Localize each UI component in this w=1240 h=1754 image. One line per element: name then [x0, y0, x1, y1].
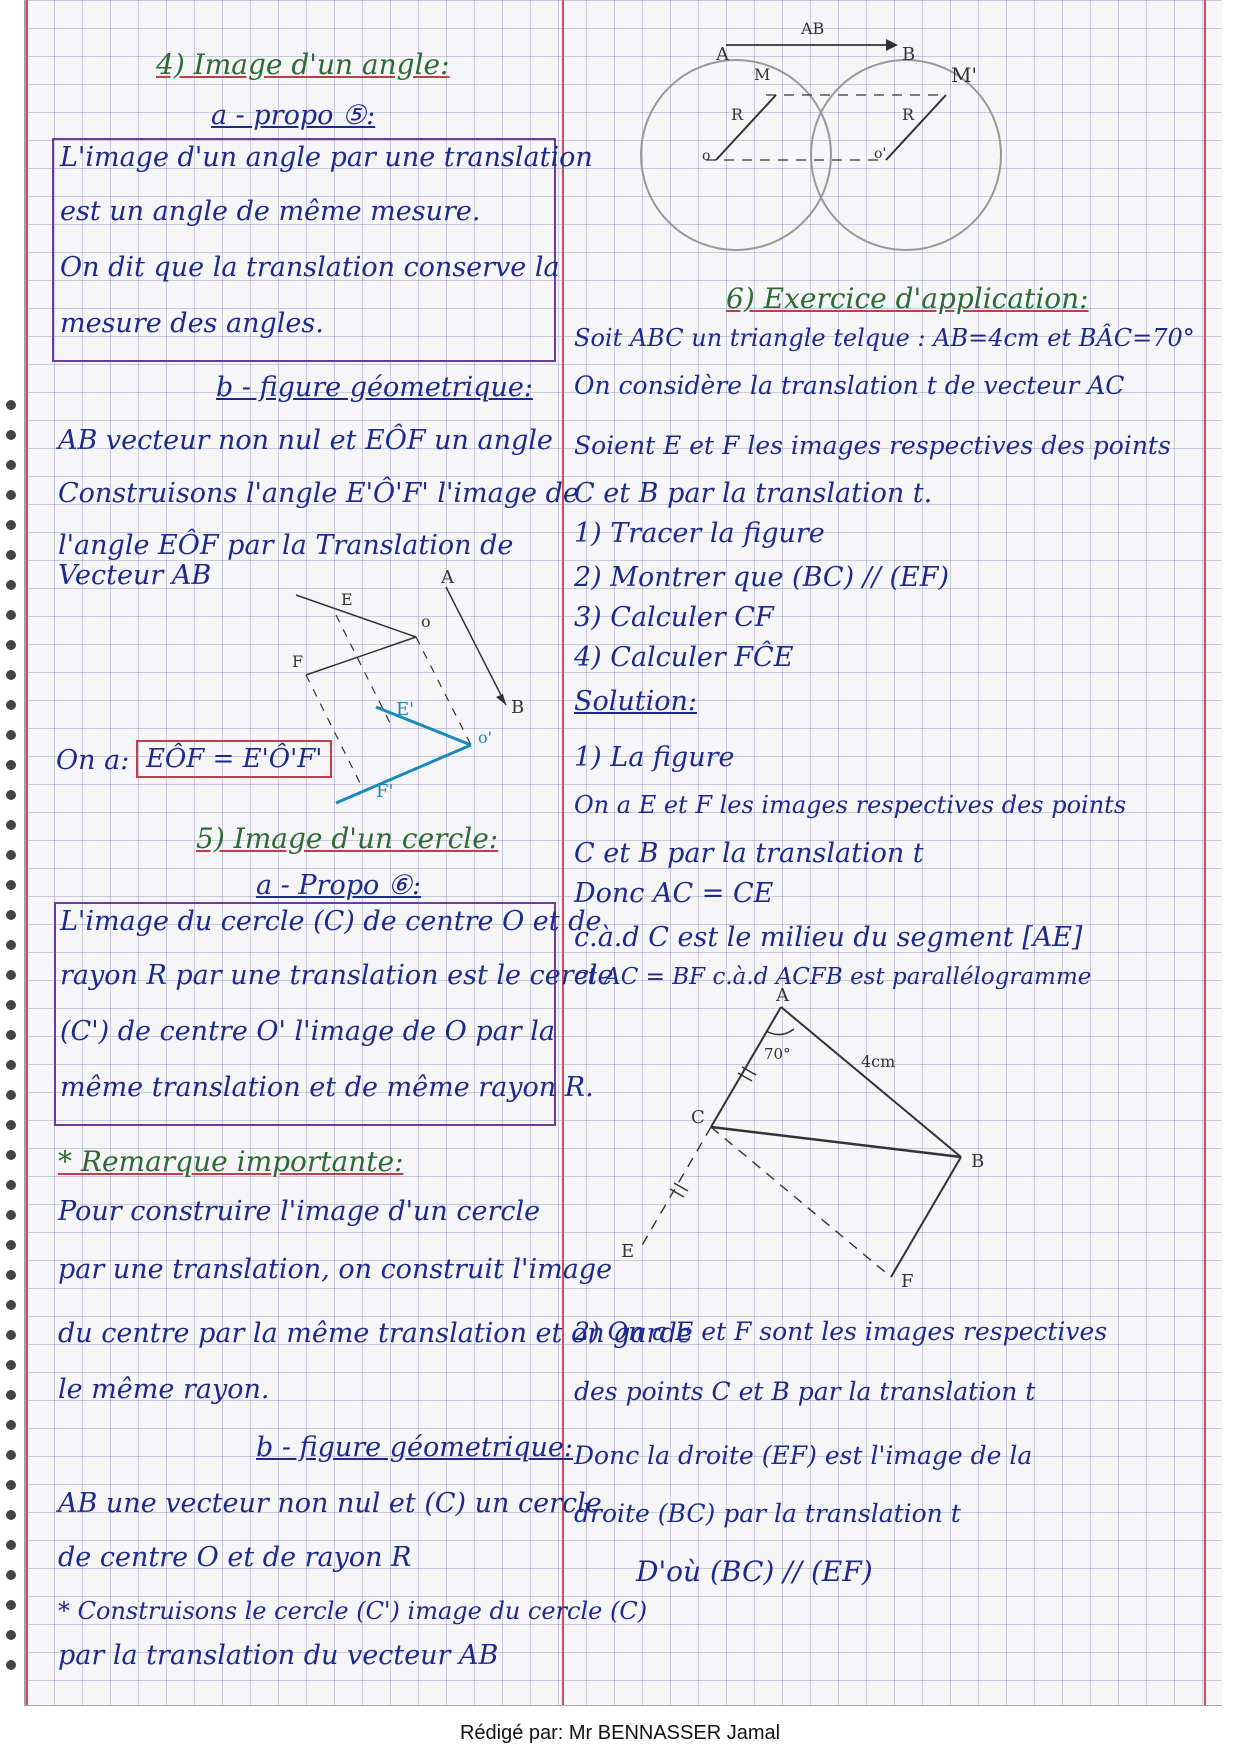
circle-label-M-prime: M' [951, 63, 977, 87]
section-5b-title: b - figure géometrique: [256, 1432, 573, 1463]
circle-label-A: A [716, 44, 729, 65]
circle-text-line-3: * Construisons le cercle (C') image du cercle (C) [58, 1597, 648, 1625]
solution-2-line-4: droite (BC) par la translation t [574, 1499, 961, 1528]
solution-1-line-1: 1) La figure [574, 742, 735, 773]
circle-text-line-1: AB une vecteur non nul et (C) un cercle [58, 1488, 602, 1519]
circle-label-B: B [902, 44, 916, 65]
triangle-label-C: C [691, 1107, 705, 1128]
remark-line-3: du centre par la même translation et on garde [58, 1318, 693, 1349]
notebook-page [24, 0, 1222, 1706]
exercise-line-8: 4) Calculer FĈE [574, 642, 794, 673]
circle-text-line-4: par la translation du vecteur AB [58, 1640, 499, 1671]
solution-2-line-2: des points C et B par la translation t [574, 1377, 1036, 1406]
triangle-figure [616, 985, 1096, 1295]
property-5-line-1: L'image d'un angle par une translation [60, 142, 593, 173]
exercise-line-1: Soit ABC un triangle telque : AB=4cm et BÂC=70° [574, 324, 1195, 352]
solution-1-line-3: C et B par la translation t [574, 838, 924, 869]
solution-1-line-5: c.à.d C est le milieu du segment [AE] [574, 922, 1083, 953]
triangle-label-F: F [901, 1271, 914, 1292]
exercise-line-3: Soient E et F les images respectives des points [574, 431, 1171, 460]
remark-line-4: le même rayon. [58, 1374, 270, 1405]
left-margin-line [26, 0, 28, 1705]
property-6-line-2: rayon R par une translation est le cercle [60, 960, 614, 991]
angle-label-O: o [421, 612, 431, 631]
circle-label-O-prime: o' [874, 146, 887, 162]
solution-1-line-2: On a E et F les images respectives des points [574, 791, 1127, 819]
angle-text-line-2: Construisons l'angle E'Ô'F' l'image de [58, 478, 579, 509]
triangle-length-label: 4cm [861, 1052, 896, 1071]
angle-text-line-3: l'angle EÔF par la Translation de [58, 530, 514, 561]
right-margin-line [1204, 0, 1206, 1705]
solution-2-line-3: Donc la droite (EF) est l'image de la [574, 1441, 1033, 1470]
angle-translation-figure [256, 567, 556, 815]
angle-label-O-prime: o' [478, 728, 493, 747]
section-5-title: 5) Image d'un cercle: [196, 822, 499, 855]
circle-translation-figure [606, 20, 1106, 260]
exercise-line-5: 1) Tracer la figure [574, 518, 825, 549]
property-6-line-3: (C') de centre O' l'image de O par la [60, 1016, 555, 1047]
section-4b-title: b - figure géometrique: [216, 372, 533, 403]
section-5a-title: a - Propo ⑥: [256, 870, 422, 901]
circle-vector-label: AB [801, 19, 825, 38]
section-6-title: 6) Exercice d'application: [726, 282, 1089, 315]
triangle-label-B: B [971, 1151, 985, 1172]
solution-1-line-4: Donc AC = CE [574, 878, 774, 909]
property-6-line-1: L'image du cercle (C) de centre O et de [60, 906, 602, 937]
angle-equality-formula: EÔF = E'Ô'F' [136, 740, 332, 778]
solution-2-conclusion: D'où (BC) // (EF) [636, 1555, 873, 1588]
property-6-line-4: même translation et de même rayon R. [60, 1072, 594, 1103]
angle-label-B: B [511, 697, 525, 718]
remark-line-2: par une translation, on construit l'image [58, 1254, 613, 1285]
angle-text-line-1: AB vecteur non nul et EÔF un angle [58, 425, 553, 456]
footer-author: Rédigé par: Mr BENNASSER Jamal [459, 1722, 781, 1744]
circle-label-M: M [754, 65, 771, 84]
property-5-line-2: est un angle de même mesure. [60, 196, 481, 227]
on-a-label: On a: [56, 745, 130, 776]
solution-title: Solution: [574, 686, 698, 717]
exercise-line-2: On considère la translation t de vecteur AC [574, 371, 1125, 400]
remark-title: * Remarque importante: [58, 1145, 404, 1178]
triangle-label-E: E [621, 1241, 635, 1262]
solution-2-line-1: 2) On a E et F sont les images respectives [574, 1317, 1108, 1346]
exercise-line-6: 2) Montrer que (BC) // (EF) [574, 562, 949, 593]
triangle-label-A: A [776, 985, 789, 1006]
angle-label-F: F [292, 652, 304, 671]
angle-label-F-prime: F' [376, 781, 394, 802]
circle-text-line-2: de centre O et de rayon R [58, 1542, 412, 1573]
property-5-line-3: On dit que la translation conserve la [60, 252, 560, 283]
triangle-angle-label: 70° [764, 1045, 791, 1063]
solution-1-line-6: et AC = BF c.à.d ACFB est parallélogramme [574, 964, 1092, 990]
section-4-title: 4) Image d'un angle: [156, 48, 450, 81]
exercise-line-4: C et B par la translation t. [574, 478, 933, 509]
angle-label-E: E [341, 590, 353, 609]
angle-text-line-4: Vecteur AB [58, 560, 212, 591]
section-4a-title: a - propo ⑤: [211, 100, 376, 131]
circle-label-R: R [731, 105, 744, 124]
exercise-line-7: 3) Calculer CF [574, 602, 774, 633]
angle-label-A: A [441, 567, 454, 588]
remark-line-1: Pour construire l'image d'un cercle [58, 1196, 541, 1227]
angle-label-E-prime: E' [396, 699, 415, 720]
property-5-line-4: mesure des angles. [60, 308, 324, 339]
circle-label-R-prime: R [902, 105, 915, 124]
circle-label-O: o [702, 148, 711, 164]
